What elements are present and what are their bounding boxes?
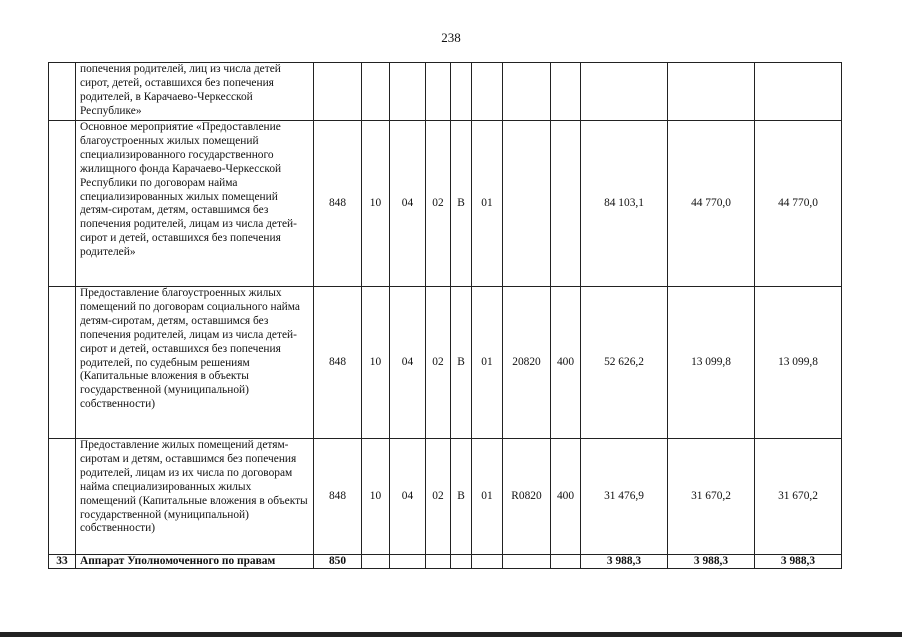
amount-year-1	[581, 63, 668, 121]
section-code: 10	[362, 121, 390, 287]
direction-code: R0820	[503, 439, 551, 555]
event-code	[472, 63, 503, 121]
amount-year-3: 31 670,2	[755, 439, 842, 555]
amount-year-1: 84 103,1	[581, 121, 668, 287]
amount-year-3: 44 770,0	[755, 121, 842, 287]
ministry-code: 848	[314, 439, 362, 555]
section-code: 10	[362, 439, 390, 555]
table-row	[49, 287, 842, 439]
ministry-code: 848	[314, 121, 362, 287]
subprogram-code: В	[451, 121, 472, 287]
event-code: 01	[472, 287, 503, 439]
row-description: Основное мероприятие «Предоставление благоустроенных жилых помещений специализированного государственного жилищного фонда Карачаево-Черкесской Республики по договорам найма специализированных жилых помещений детям-сиротам, детям, оставшимся без попечения родителей, лицам из числа детей-сирот и детей, оставшихся без попечения родителей»	[76, 121, 314, 287]
ministry-code: 848	[314, 287, 362, 439]
subsection-code	[390, 63, 426, 121]
direction-code	[503, 121, 551, 287]
expense-type-code	[551, 121, 581, 287]
row-number	[49, 63, 76, 121]
amount-year-1: 52 626,2	[581, 287, 668, 439]
direction-code	[503, 555, 551, 569]
subsection-code: 04	[390, 439, 426, 555]
row-description: попечения родителей, лиц из числа детей сирот, детей, оставшихся без попечения родителей, в Карачаево-Черкесской Республике»	[76, 63, 314, 121]
amount-year-2: 3 988,3	[668, 555, 755, 569]
subprogram-code	[451, 555, 472, 569]
section-code	[362, 63, 390, 121]
expense-type-code	[551, 63, 581, 121]
program-code: 02	[426, 121, 451, 287]
table-row-total	[49, 555, 842, 569]
event-code: 01	[472, 121, 503, 287]
amount-year-2	[668, 63, 755, 121]
event-code	[472, 555, 503, 569]
expense-type-code	[551, 555, 581, 569]
program-code: 02	[426, 287, 451, 439]
amount-year-2: 31 670,2	[668, 439, 755, 555]
budget-table	[48, 62, 842, 569]
program-code	[426, 63, 451, 121]
table-row	[49, 439, 842, 555]
row-number	[49, 439, 76, 555]
section-code	[362, 555, 390, 569]
subsection-code: 04	[390, 121, 426, 287]
amount-year-3	[755, 63, 842, 121]
subprogram-code	[451, 63, 472, 121]
program-code	[426, 555, 451, 569]
page-number: 238	[441, 30, 461, 45]
subsection-code: 04	[390, 287, 426, 439]
subprogram-code: В	[451, 439, 472, 555]
expense-type-code: 400	[551, 287, 581, 439]
row-description: Аппарат Уполномоченного по правам	[76, 555, 314, 569]
expense-type-code: 400	[551, 439, 581, 555]
amount-year-2: 44 770,0	[668, 121, 755, 287]
amount-year-2: 13 099,8	[668, 287, 755, 439]
direction-code: 20820	[503, 287, 551, 439]
amount-year-3: 3 988,3	[755, 555, 842, 569]
row-description: Предоставление благоустроенных жилых помещений по договорам социального найма детям-сиротам, детям, оставшимся без попечения родителей, лицам из числа детей-сирот и детей, оставшихся без попечения родителей, по судебным решениям (Капитальные вложения в объекты государственной (муниципальной) собственности)	[76, 287, 314, 439]
direction-code	[503, 63, 551, 121]
event-code: 01	[472, 439, 503, 555]
amount-year-1: 31 476,9	[581, 439, 668, 555]
program-code: 02	[426, 439, 451, 555]
subprogram-code: В	[451, 287, 472, 439]
amount-year-3: 13 099,8	[755, 287, 842, 439]
row-number	[49, 121, 76, 287]
amount-year-1: 3 988,3	[581, 555, 668, 569]
row-number	[49, 287, 76, 439]
row-number: 33	[49, 555, 76, 569]
bottom-rule	[0, 632, 902, 637]
ministry-code: 850	[314, 555, 362, 569]
row-description: Предоставление жилых помещений детям-сиротам и детям, оставшимся без попечения родителей, лицам из их числа по договорам найма специализированных жилых помещений (Капитальные вложения в объекты государственной (муниципальной) собственности)	[76, 439, 314, 555]
subsection-code	[390, 555, 426, 569]
section-code: 10	[362, 287, 390, 439]
table-row	[49, 121, 842, 287]
table-row	[49, 63, 842, 121]
ministry-code	[314, 63, 362, 121]
